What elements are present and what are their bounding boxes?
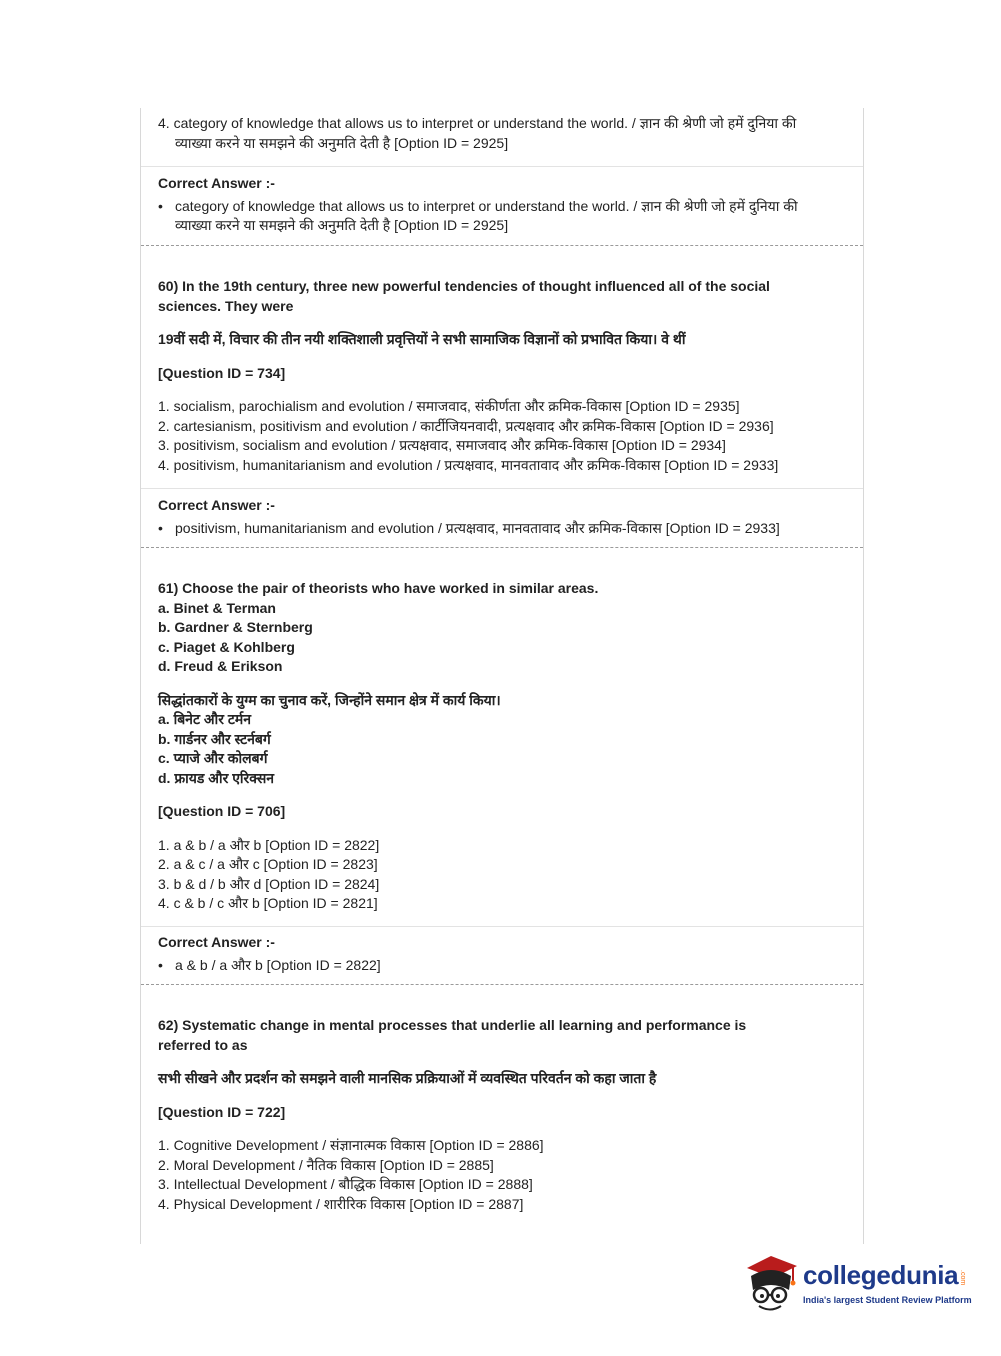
logo-tagline: India's largest Student Review Platform — [803, 1295, 972, 1305]
question-hindi: सिद्धांतकारों के युग्म का चुनाव करें, जिन्होंने समान क्षेत्र में कार्य किया। — [158, 691, 501, 708]
question-id: [Question ID = 734] — [158, 364, 286, 381]
correct-answer-text: • category of knowledge that allows us to interpret or understand the world. / ज्ञान की श्रेणी जो हमें दुनिया की — [158, 197, 848, 217]
pair-item-hindi: b. गार्डनर और स्टर्नबर्ग — [158, 730, 271, 747]
logo-suffix: .com — [959, 1270, 966, 1286]
options-list — [158, 1136, 848, 1214]
question-separator — [141, 984, 863, 985]
question-id: [Question ID = 706] — [158, 803, 286, 819]
option-text: 4. category of knowledge that allows us to interpret or understand the world. / ज्ञान की श्रेणी जो हमें दुनिया की — [158, 115, 797, 131]
question-title: 61) Choose the pair of theorists who have worked in similar areas. — [158, 580, 599, 596]
options-list — [158, 397, 848, 475]
option-item: 1. a & b / a और b [Option ID = 2822] — [158, 836, 380, 853]
option-item: 4. positivism, humanitarianism and evolution / प्रत्यक्षवाद, मानवतावाद और क्रमिक-विकास [Option ID = 2933] — [158, 456, 779, 473]
option-item: 2. Moral Development / नैतिक विकास [Option ID = 2885] — [158, 1156, 494, 1173]
pair-item: b. Gardner & Sternberg — [158, 619, 313, 635]
collegedunia-logo[interactable] — [741, 1250, 971, 1320]
options-list — [158, 836, 848, 914]
question-hindi: सभी सीखने और प्रदर्शन को समझने वाली मानसिक प्रक्रियाओं में व्यवस्थित परिवर्तन को कहा जाता है — [158, 1070, 657, 1086]
pair-item: a. Binet & Terman — [158, 599, 276, 616]
correct-answer-text: • positivism, humanitarianism and evolution / प्रत्यक्षवाद, मानवतावाद और क्रमिक-विकास [Option ID = 2933] — [158, 519, 848, 539]
divider — [141, 926, 863, 927]
question-title: 60) In the 19th century, three new powerful tendencies of thought influenced all of the social — [158, 278, 770, 294]
option-item: 4. c & b / c और b [Option ID = 2821] — [158, 895, 378, 911]
question-id: [Question ID = 722] — [158, 1103, 286, 1120]
q61-answer — [158, 933, 848, 975]
correct-answer-label: Correct Answer :- — [158, 497, 275, 513]
option-item: 4. Physical Development / शारीरिक विकास [Option ID = 2887] — [158, 1195, 524, 1212]
option-item: 3. b & d / b और d [Option ID = 2824] — [158, 875, 380, 892]
correct-answer-text: • a & b / a और b [Option ID = 2822] — [158, 956, 848, 976]
question-paper-frame — [140, 108, 864, 1244]
q60-answer — [158, 496, 848, 538]
correct-answer-label: Correct Answer :- — [158, 175, 275, 191]
question-61 — [158, 579, 848, 914]
pair-item-hindi: a. बिनेट और टर्मन — [158, 711, 252, 727]
option-item: 3. Intellectual Development / बौद्धिक विकास [Option ID = 2888] — [158, 1176, 533, 1192]
pair-item-hindi: d. फ्रायड और एरिक्सन — [158, 769, 275, 786]
question-62 — [158, 1016, 848, 1214]
divider — [141, 488, 863, 489]
option-item: 1. socialism, parochialism and evolution / समाजवाद, संकीर्णता और क्रमिक-विकास [Option ID = 2935] — [158, 398, 740, 414]
correct-answer-text: व्याख्या करने या समझने की अनुमति देती है [Option ID = 2925] — [175, 217, 509, 233]
option-item: 2. cartesianism, positivism and evolution / कार्टीजियनवादी, प्रत्यक्षवाद और क्रमिक-विकास [Option ID = 2936] — [158, 417, 774, 434]
logo-wordmark: collegedunia — [803, 1260, 959, 1290]
option-text: व्याख्या करने या समझने की अनुमति देती है [Option ID = 2925] — [175, 134, 509, 151]
question-separator — [141, 547, 863, 548]
pair-item-hindi: c. प्याजे और कोलबर्ग — [158, 750, 268, 766]
mascot-icon — [741, 1250, 801, 1316]
question-60 — [158, 277, 848, 475]
question-hindi: 19वीं सदी में, विचार की तीन नयी शक्तिशाली प्रवृत्तियों ने सभी सामाजिक विज्ञानों को प्रभावित किया। वे थीं — [158, 331, 686, 347]
option-item: 2. a & c / a और c [Option ID = 2823] — [158, 856, 378, 872]
prev-question-option-4 — [158, 114, 848, 153]
option-item: 3. positivism, socialism and evolution / प्रत्यक्षवाद, समाजवाद और क्रमिक-विकास [Option ID = 2934] — [158, 437, 726, 453]
prev-question-answer — [158, 174, 848, 236]
question-title: referred to as — [158, 1036, 248, 1053]
question-title: sciences. They were — [158, 297, 294, 314]
question-title: 62) Systematic change in mental processes that underlie all learning and performance is — [158, 1017, 747, 1033]
correct-answer-label: Correct Answer :- — [158, 934, 275, 950]
option-item: 1. Cognitive Development / संज्ञानात्मक विकास [Option ID = 2886] — [158, 1137, 544, 1153]
question-separator — [141, 245, 863, 246]
pair-item: c. Piaget & Kohlberg — [158, 638, 295, 655]
divider — [141, 166, 863, 167]
pair-item: d. Freud & Erikson — [158, 658, 283, 674]
